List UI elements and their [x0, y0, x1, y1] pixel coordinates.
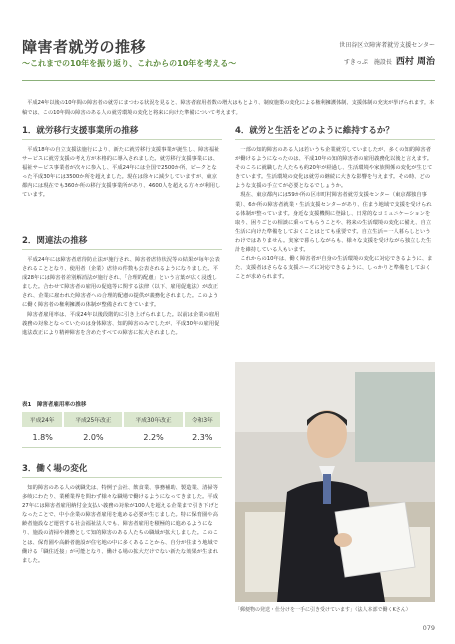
section-1 — [22, 124, 222, 201]
section-1-heading: 1．就労移行支援事業所の推移 — [22, 124, 222, 140]
table-cell: 1.8% — [22, 427, 63, 448]
section-3-body: 知的障害のある人の就職先は、特例子会社、飲食業、事務補助、製造業、清掃等多岐にわたり、業種業界を問わず様々な職場で働けるようになってきました。平成27年には障害者雇用納付金支払い義務の対象が100人を超える企業まで引き下げとなったことで、中小企業の障害者雇用を進める必要が生じました。特に保育園や高齢者施設など運営する社会福祉法人でも、障害者雇用を積極的に進めるようになり、施設の清掃や雑務として知的障害のある人たちの職域が拡大しました。このことは、保育園や高齢者施設が住宅地の中に多くあることから、自分が住まう地域で働ける「職住近接」が可能となり、働ける場の拡大だけでない新たな効果が生まれました。 — [22, 485, 219, 564]
section-2-heading: 2．関連法の推移 — [22, 234, 222, 250]
section-4-heading: 4．就労と生活をどのように維持するか？ — [235, 124, 435, 140]
title-band — [22, 30, 435, 81]
table-header: 平成30年改正 — [123, 412, 183, 427]
worker-photo — [235, 362, 435, 602]
section-4-body-2: 現在、東京都内には59か所の区市町村障害者就労支援センター（東京都独自事業）、6か所の障害者就業・生活支援センターがあり、住まう地域で支援を受けられる体制が整っています。身近な支援機関に登録し、日常的なコミュニケーションを取り、困りごとの相談に乗ってもらうことや、将来の生活環境の変化に備え、自立生活に向けた準備をしておくことはとても重要です。自立生活＝一人暮らしというわけではありません。実家で暮らしながらも、様々な支援を受けながら独立した生計を維持している人もいます。 — [235, 192, 432, 254]
table-cell: 2.2% — [123, 427, 183, 448]
employment-rate-table — [22, 412, 222, 448]
section-2 — [22, 234, 222, 338]
table-header: 令和3年 — [184, 412, 221, 427]
author-position: すきっぷ 施設長 — [343, 59, 392, 66]
section-3 — [22, 462, 222, 566]
page-subtitle: 〜これまでの10年を振り返り、これからの10年を考える〜 — [22, 59, 237, 68]
organization-name: 世田谷区立障害者就労支援センター — [339, 42, 435, 49]
section-3-heading: 3．働く場の変化 — [22, 462, 222, 478]
lead-paragraph: 平成24年以後の10年間の障害者の就労にまつわる状況を見ると、障害者雇用者数の増大はもとより、制度施策の変化による権利擁護体制、支援体制の充実が挙げられます。本稿では、この10年間の障害のある人の就労環境の変化と将来に向けた準備について考えます。 — [22, 100, 435, 116]
table-cell: 2.3% — [184, 427, 221, 448]
table-cell: 2.0% — [63, 427, 123, 448]
photo-caption: 「郵便物の発送・仕分けを一手に引き受けています」（法人本部で働くKさん） — [235, 607, 411, 613]
page-title: 障害者就労の推移 — [22, 38, 147, 56]
worker-photo-illustration — [235, 362, 435, 602]
author-name: 西村 周治 — [395, 57, 435, 67]
page-number: 079 — [422, 624, 435, 632]
table-header: 平成25年改正 — [63, 412, 123, 427]
employment-rate-table-block — [22, 400, 222, 448]
section-4-body-3: これからの10年は、働く障害者が自身の生活環境の変化に対応できるように、また、支援者はさらなる支援ニーズに対応できるように、しっかりと準備をしておくことが求められます。 — [235, 256, 433, 281]
section-4-body-1: 一部の知的障害のある人は若いうち企業就労していましたが、多くの知的障害者が働けるようになったのは、平成10年の知的障害者の雇用義務化以後と言えます。そのころに就職した人たちも約20年が経過し、生活環境や家族関係の変化が生じてきています。生活環境の変化は就労の継続に大きな影響を与えます。その時、どのような支援の手立てが必要となるでしょうか。 — [235, 147, 433, 190]
table-header: 平成24年 — [22, 412, 63, 427]
table-caption: 表1 障害者雇用率の推移 — [22, 402, 87, 408]
author-byline — [344, 54, 435, 67]
section-2-body-1: 平成24年には障害者虐待防止法が施行され、障害者虐待状況等の結果が毎年公表されることとなり、使用者（企業）虐待の件数も公表されるようになりました。平成28年には障害者差別解消法が施行され、「合理的配慮」という言葉が広く浸透しました。合わせて障害者の雇用の促進等に関する法律（以下、雇用促進法）が改正され、企業に雇われた障害者への合理的配慮の提供が義務化されました。このように働く障害者の権利擁護の体制が整備されてきています。 — [22, 257, 220, 309]
section-2-body-2: 障害者雇用率は、平成24年以後段階的に引き上げられました。以前は企業の雇用義務の対象となっていたのは身体障害、知的障害のみでしたが、平成30年の雇用促進法改正により精神障害を含めたすべての障害に拡大されました。 — [22, 311, 220, 336]
section-4 — [235, 124, 435, 282]
section-1-body: 平成18年の自立支援法施行により、新たに就労移行支援事業が誕生し、障害福祉サービスに就労支援の考え方が本格的に導入されました。就労移行支援事業には、福祉サービス事業者が次々に参入し、平成24年には全国で2500か所、ピークとなった平成30年には3500か所を超えました。現在は徐々に減少していますが、東京都内には現在でも360か所の移行支援事業所があり、4600人を超える方々が利用しています。 — [22, 147, 221, 199]
